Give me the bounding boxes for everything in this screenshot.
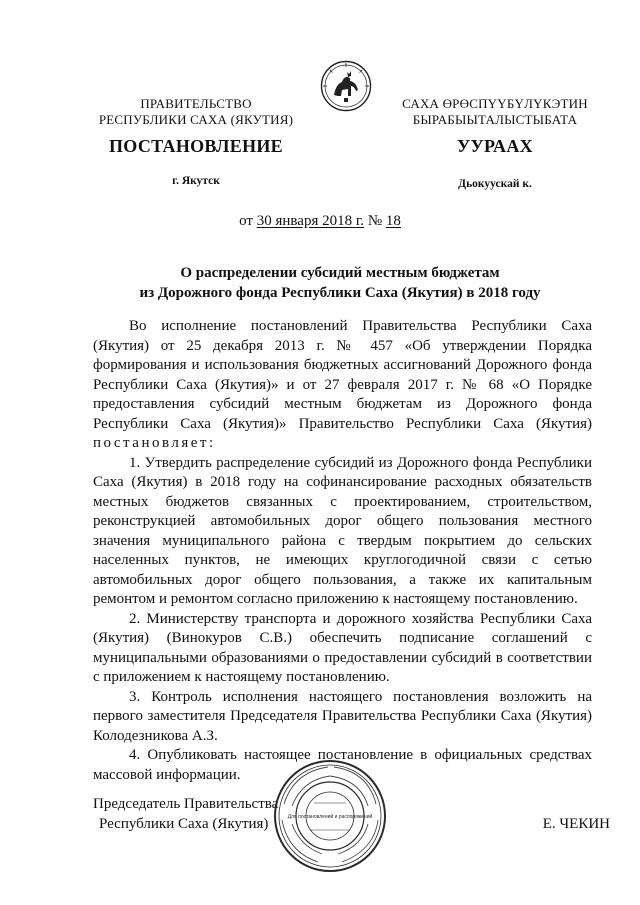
- item-2: 2. Министерству транспорта и дорожного хозяйства Республики Саха (Якутия) (Винокуров С.В.) обеспечить подписание соглашений с муниципальными образованиями о предоставлении субсидий в соответствии с приложением к настоящему постановлению.: [93, 610, 592, 685]
- date-line: [0, 213, 640, 230]
- decree-word: постановляет:: [93, 435, 216, 451]
- header-right: [384, 96, 606, 128]
- document-body: [93, 317, 592, 785]
- government-name-line1: ПРАВИТЕЛЬСТВО: [140, 96, 252, 111]
- document-date: 30 января 2018 г.: [256, 213, 365, 229]
- title-line2: из Дорожного фонда Республики Саха (Якутия) в 2018 году: [139, 285, 541, 301]
- item-3: 3. Контроль исполнения настоящего постановления возложить на первого заместителя Председателя Правительства Республики Саха (Якутия) Колодезникова А.З.: [93, 688, 592, 744]
- city-sah: Дьокуускай к.: [458, 178, 532, 190]
- document-number: 18: [385, 213, 401, 229]
- preamble-paragraph: [93, 317, 592, 454]
- document-title: [40, 263, 640, 303]
- coat-of-arms-emblem: [320, 60, 372, 112]
- government-name-line2: РЕСПУБЛИКИ САХА (ЯКУТИЯ): [98, 112, 294, 127]
- number-label: №: [367, 213, 383, 229]
- government-name-sah-line2: БЫРАБЫЫТАЛЫСТЫБАТА: [412, 112, 578, 127]
- item-4: 4. Опубликовать настоящее постановление в официальных средствах массовой информации.: [93, 747, 592, 783]
- signatory-name: Е. ЧЕКИН: [542, 816, 610, 832]
- doc-type-sah: УУРААХ: [457, 136, 533, 156]
- title-line1: О распределении субсидий местным бюджетам: [180, 265, 500, 281]
- government-name-sah-line1: САХА ӨРӨСПҮҮБҮЛҮКЭТИН: [402, 96, 588, 111]
- signatory-position-line2: Республики Саха (Якутия): [99, 816, 269, 832]
- date-prefix: от: [239, 213, 253, 229]
- official-seal: [272, 758, 388, 874]
- item-1: 1. Утвердить распределение субсидий из Дорожного фонда Республики Саха (Якутия) в 2018 году на софинансирование расходных обязательств местных бюджетов связанных с проектированием, строительством, реконструкцией автомобильных дорог общего пользования местного значения муниципального района с твердым покрытием до сельских населенных пунктов, не имеющих круглогодичной связи с сетью автомобильных дорог общего пользования, а также их капитальным ремонтом и ремонтом согласно приложению к настоящему постановлению.: [93, 454, 592, 607]
- city-ru: г. Якутск: [172, 175, 220, 187]
- preamble-text: Во исполнение постановлений Правительства Республики Саха (Якутия) от 25 декабря 2013 г. № 457 «Об утверждении Порядка формирования и использования бюджетных ассигнований Дорожного фонда Республики Саха (Якутия)» и от 27 февраля 2017 г. № 68 «О Порядке предоставления субсидий местным бюджетам из Дорожного фонда Республики Саха (Якутия)» Правительство Республики Саха (Якутия): [93, 318, 592, 432]
- header-left: [86, 96, 306, 128]
- doc-type-ru: ПОСТАНОВЛЕНИЕ: [109, 136, 283, 156]
- signatory-position-line1: Председатель Правительства: [93, 796, 279, 812]
- seal-center-text: Для постановлений и распоряжений: [287, 814, 373, 820]
